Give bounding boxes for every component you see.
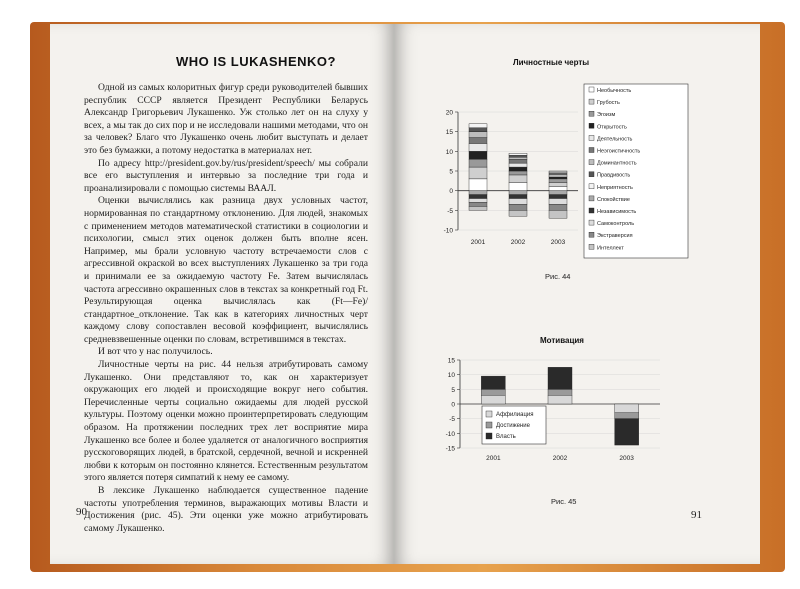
paragraph: И вот что у нас получилось. [98,346,213,358]
bar-segment [469,179,487,191]
bar-segment [549,183,567,187]
bar-segment [481,395,505,404]
legend-label: Необычность [597,88,632,94]
bar-segment [481,376,505,389]
legend-label: Самоконтроль [597,221,635,228]
y-tick-label: 0 [451,401,455,409]
left-page-number: 90 [76,506,87,518]
y-tick-label: 10 [447,372,455,380]
legend-swatch [589,196,594,201]
x-tick-label: 2002 [510,239,526,246]
legend-label: Достижение [496,423,530,429]
legend-label: Спокойствие [597,196,630,203]
bar-segment [549,171,567,173]
bar-segment [469,138,487,144]
legend-label: Открытость [597,124,627,131]
legend-label: Власть [496,434,516,440]
bar-segment [549,177,567,179]
x-tick-label: 2002 [552,455,568,462]
paragraph: Личностные черты на рис. 44 нельзя атрибутировать самому Лукашенко. Они представляют то, как он характеризует окружающих его людей и происходящие вокруг него события. Перечисленные черты социально ожидаемы для людей русской культуры. Поэтому оценки можно проинтерпретировать следующим образом. На протяжении последних трех лет восприятие мира Лукашенко все более и более удаляется от аналогичного восприятия русскоговорящих людей, в братской, сердечной, вечной и искренней любви к которым он постоянно клянется. Естественным результатом этого является потеря симпатий к нему ее самому. [84,359,368,484]
bar-segment [548,395,572,404]
y-tick-label: -5 [449,416,455,424]
bar-segment [509,175,527,183]
chart2-title: Мотивация [540,336,584,345]
bar-segment [509,210,527,216]
bar-segment [469,167,487,179]
legend-label: Независимость [597,209,637,215]
x-tick-label: 2003 [550,239,566,246]
legend-swatch [486,411,492,417]
legend-label: Неприятность [597,184,633,191]
y-tick-label: 5 [449,168,453,176]
y-tick-label: 15 [447,357,455,365]
bar-segment [549,175,567,177]
bar-segment [549,173,567,175]
bar-segment [548,389,572,395]
chart2-svg [420,352,680,472]
chart1-title: Личностные черты [513,58,590,67]
fig45-caption: Рис. 45 [551,497,577,506]
paragraph: Одной из самых колоритных фигур среди руководителей бывших республик СССР является Президент Республики Беларусь Александр Григорьевич Лукашенко. Уж столько лет он на слуху у всех, а мы так до сих пор и не исследовали нашими методами, что он за человек? Благо что Лукашенко очень любит выступать и делает это без бумажки, а потому недостатка в материалах нет. [84,82,368,156]
y-tick-label: 0 [449,188,453,196]
legend-label: Доминантность [597,160,637,167]
legend-label: Интеллект [597,245,624,252]
legend-swatch [589,99,594,104]
bar-segment [509,183,527,191]
legend-label: Правдивость [597,172,631,179]
bar-segment [549,179,567,183]
y-tick-label: -15 [445,445,455,453]
bar-segment [481,389,505,395]
y-tick-label: -10 [443,227,453,235]
body-text [84,82,368,535]
legend-swatch [589,160,594,165]
legend-label: Экстраверсия [597,233,633,240]
bar-segment [549,210,567,218]
bar-segment [509,191,527,195]
bar-segment [509,159,527,163]
legend-label: Аффилиация [496,412,534,418]
x-tick-label: 2001 [486,455,501,462]
x-tick-label: 2001 [470,239,486,246]
legend-label: Неэгоистичность [597,148,641,155]
bar-segment [509,163,527,167]
bar-segment [469,206,487,210]
bar-segment [469,191,487,195]
bar-segment [509,199,527,205]
bar-segment [509,171,527,175]
bar-segment [509,204,527,210]
bar-segment [615,413,639,419]
bar-segment [549,204,567,210]
legend-swatch [589,135,594,140]
bar-segment [549,191,567,195]
legend-swatch [486,422,492,428]
bar-segment [615,419,639,445]
legend-swatch [589,220,594,225]
bar-segment [469,128,487,132]
paragraph: По адресу http://president.gov.by/rus/president/speech/ мы собрали все его выступления и интервью за последние три года и проанализировали с помощью системы ВААЛ. [84,157,368,194]
legend-label: Эгоизм [597,112,616,119]
bar-segment [509,155,527,157]
bar-segment [615,404,639,413]
legend-label: Деятельность [597,136,633,143]
legend-swatch [486,433,492,439]
bar-segment [548,367,572,389]
legend-swatch [589,232,594,237]
bar-segment [469,124,487,128]
legend-swatch [589,123,594,128]
bar-segment [469,199,487,203]
bar-segment [469,143,487,151]
y-tick-label: 20 [445,109,453,117]
y-tick-label: 5 [451,386,455,394]
bar-segment [509,195,527,199]
legend-swatch [589,87,594,92]
bar-segment [509,167,527,171]
legend-swatch [589,148,594,153]
y-tick-label: -5 [447,207,453,215]
bar-segment [469,159,487,167]
legend-label: Грубость [597,100,620,107]
paragraph: В лексике Лукашенко наблюдается существенное падение частоты употребления терминов, выражающих мотивы Власти и Достижения (рис. 45). Эти оценки уже можно атрибутировать самому Лукашенко. [84,485,368,534]
bar-segment [549,195,567,199]
bar-segment [469,151,487,159]
legend-box [584,84,688,258]
bar-segment [509,153,527,155]
bar-segment [549,187,567,191]
bar-segment [469,195,487,199]
legend-swatch [589,172,594,177]
legend-swatch [589,208,594,213]
y-tick-label: 15 [445,129,453,137]
fig44-caption: Рис. 44 [545,272,571,281]
y-tick-label: -10 [445,430,455,438]
bar-segment [469,202,487,206]
chapter-title: WHO IS LUKASHENKO? [176,54,336,69]
y-tick-label: 10 [445,148,453,156]
bar-segment [509,157,527,159]
bar-segment [469,132,487,138]
legend-swatch [589,184,594,189]
bar-segment [549,199,567,205]
legend-swatch [589,111,594,116]
right-page-number: 91 [691,509,702,521]
legend-swatch [589,244,594,249]
paragraph: Оценки вычислялись как разница двух условных частот, нормированная по стандартному отклонению. Для людей, знакомых с применением методов математической статистики в социологии и психологии, смысл этих оценок должен быть вполне ясен. Например, мы брали условную частоту встречаемости слов с агрессивной окраской во всех выступлениях Лукашенко за три года и принимали ее за ожидаемую частоту Fe. Затем вычислялась частота агрессивно окрашенных слов в текстах за конкретный год Ft. Результирующая оценка вычислялась как (Ft—Fe)/стандартное_отклонение. Так как в категориях личностных черт каждому слову сопоставлен весовой коэффициент, вычислялись средневзвешенные оценки по словам, встретившимся в текстах. [84,195,368,345]
x-tick-label: 2003 [619,455,634,462]
chart1-svg [420,82,690,260]
